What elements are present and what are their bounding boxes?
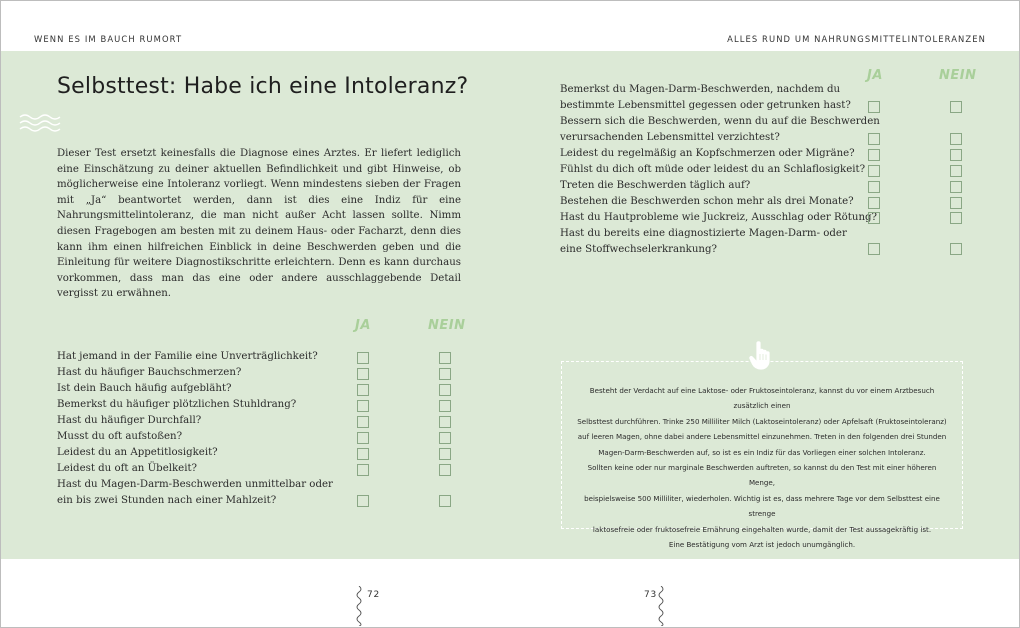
question-text: verursachenden Lebensmittel verzichtest? — [560, 132, 780, 143]
no-checkbox[interactable] — [950, 197, 962, 209]
no-checkbox[interactable] — [950, 149, 962, 161]
intro-paragraph: Dieser Test ersetzt keinesfalls die Diagnose eines Arztes. Er liefert lediglich eine Einschätzung zu deiner aktuellen Befindlichkeit und gibt Hinweise, ob möglicherweise eine Intoleranz vorliegt. Wenn mindestens sieben der Fragen mit „Ja“ beantwortet werden, dann ist dies eine Indiz für eine Nahrungsmittelintoleranz, die man nicht außer Acht lassen sollte. Nimm diesen Fragebogen am besten mit zu deinem Haus- oder Facharzt, denn dies kann ihm einen hilfreichen Einblick in deine Beschwerden geben und die Einleitung für weitere Diagnostikschritte erleichtern. Denn es kann durchaus vorkommen, dass man das eine oder andere ausschlaggebende Detail vergisst zu erwähnen. — [57, 148, 461, 300]
page-number-right: 73 — [644, 590, 658, 600]
info-line: auf leeren Magen, ohne dabei andere Lebensmittel einzunehmen. Treten in den folgenden drei Stunden — [577, 432, 947, 442]
no-checkbox[interactable] — [950, 212, 962, 224]
info-box — [561, 361, 963, 550]
question-text: Hat jemand in der Familie eine Unverträglichkeit? — [57, 351, 318, 362]
yes-checkbox[interactable] — [868, 243, 880, 255]
question-text: Bessern sich die Beschwerden, wenn du auf die Beschwerden — [560, 116, 880, 127]
no-checkbox[interactable] — [439, 400, 451, 412]
no-checkbox[interactable] — [439, 384, 451, 396]
squiggle-line-icon — [355, 586, 363, 626]
right-no-heading: NEIN — [939, 68, 977, 83]
question-text: Musst du oft aufstoßen? — [57, 431, 183, 442]
page-number-left: 72 — [367, 590, 381, 600]
no-checkbox[interactable] — [439, 416, 451, 428]
info-line: Selbsttest durchführen. Trinke 250 Milliliter Milch (Laktoseintoleranz) oder Apfelsaft (Fruktoseintoleranz) — [577, 416, 947, 426]
yes-checkbox[interactable] — [868, 181, 880, 193]
running-header-right: ALLES RUND UM NAHRUNGSMITTELINTOLERANZEN — [727, 34, 986, 44]
yes-checkbox[interactable] — [868, 133, 880, 145]
question-text: Hast du häufiger Durchfall? — [57, 415, 202, 426]
yes-checkbox[interactable] — [357, 432, 369, 444]
question-text: Hast du Hautprobleme wie Juckreiz, Ausschlag oder Rötung? — [560, 212, 878, 223]
yes-checkbox[interactable] — [357, 495, 369, 507]
info-line: Sollten keine oder nur marginale Beschwerden auftreten, so kannst du den Test mit einer höheren Menge, — [587, 463, 937, 488]
yes-checkbox[interactable] — [357, 464, 369, 476]
question-text: Bemerkst du häufiger plötzlichen Stuhldrang? — [57, 399, 297, 410]
question-text: ein bis zwei Stunden nach einer Mahlzeit? — [57, 495, 277, 506]
hand-pointing-up-icon — [747, 340, 773, 372]
right-yes-heading: JA — [867, 68, 883, 83]
question-text: Leidest du an Appetitlosigkeit? — [57, 447, 218, 458]
info-line: Besteht der Verdacht auf eine Laktose- oder Fruktoseintoleranz, kannst du vor einem Arztbesuch zusätzlich einen — [589, 386, 935, 411]
no-checkbox[interactable] — [950, 243, 962, 255]
question-text: Hast du Magen-Darm-Beschwerden unmittelbar oder — [57, 479, 333, 490]
question-text: Hast du häufiger Bauchschmerzen? — [57, 367, 242, 378]
yes-checkbox[interactable] — [868, 101, 880, 113]
no-checkbox[interactable] — [950, 101, 962, 113]
yes-checkbox[interactable] — [357, 400, 369, 412]
no-checkbox[interactable] — [439, 368, 451, 380]
info-line: Eine Bestätigung vom Arzt ist jedoch unumgänglich. — [668, 540, 856, 550]
question-text: Ist dein Bauch häufig aufgebläht? — [57, 383, 232, 394]
no-checkbox[interactable] — [950, 181, 962, 193]
yes-checkbox[interactable] — [357, 416, 369, 428]
yes-checkbox[interactable] — [357, 352, 369, 364]
left-no-heading: NEIN — [428, 318, 466, 333]
no-checkbox[interactable] — [439, 448, 451, 460]
question-text: Fühlst du dich oft müde oder leidest du an Schlaflosigkeit? — [560, 164, 866, 175]
info-line: laktosefreie oder fruktosefreie Ernährung eingehalten wurde, damit der Test aussagekräftig ist. — [592, 524, 932, 534]
yes-checkbox[interactable] — [357, 368, 369, 380]
yes-checkbox[interactable] — [868, 149, 880, 161]
no-checkbox[interactable] — [439, 432, 451, 444]
left-yes-heading: JA — [355, 318, 371, 333]
question-text: eine Stoffwechselerkrankung? — [560, 244, 717, 255]
question-text: Treten die Beschwerden täglich auf? — [560, 180, 751, 191]
yes-checkbox[interactable] — [868, 165, 880, 177]
yes-checkbox[interactable] — [357, 448, 369, 460]
no-checkbox[interactable] — [439, 464, 451, 476]
info-line: beispielsweise 500 Milliliter, wiederholen. Wichtig ist es, dass mehrere Tage vor dem Selbsttest eine strenge — [584, 493, 940, 519]
question-text: Bemerkst du Magen-Darm-Beschwerden, nachdem du — [560, 84, 841, 95]
question-text: Hast du bereits eine diagnostizierte Magen-Darm- oder — [560, 228, 847, 239]
no-checkbox[interactable] — [439, 495, 451, 507]
question-text: Leidest du regelmäßig an Kopfschmerzen oder Migräne? — [560, 148, 855, 159]
no-checkbox[interactable] — [439, 352, 451, 364]
wave-icon — [19, 112, 61, 134]
no-checkbox[interactable] — [950, 133, 962, 145]
question-text: Leidest du oft an Übelkeit? — [57, 463, 198, 474]
running-header-left: WENN ES IM BAUCH RUMORT — [34, 34, 183, 44]
squiggle-line-icon — [657, 586, 665, 626]
yes-checkbox[interactable] — [357, 384, 369, 396]
no-checkbox[interactable] — [950, 165, 962, 177]
info-line: Magen-Darm-Beschwerden auf, so ist es ein Indiz für das Vorliegen einer solchen Intoleranz. — [598, 447, 926, 457]
question-text: Bestehen die Beschwerden schon mehr als drei Monate? — [560, 196, 854, 207]
page-title: Selbsttest: Habe ich eine Intoleranz? — [57, 74, 469, 99]
yes-checkbox[interactable] — [868, 212, 880, 224]
yes-checkbox[interactable] — [868, 197, 880, 209]
question-text: bestimmte Lebensmittel gegessen oder getrunken hast? — [560, 100, 851, 111]
